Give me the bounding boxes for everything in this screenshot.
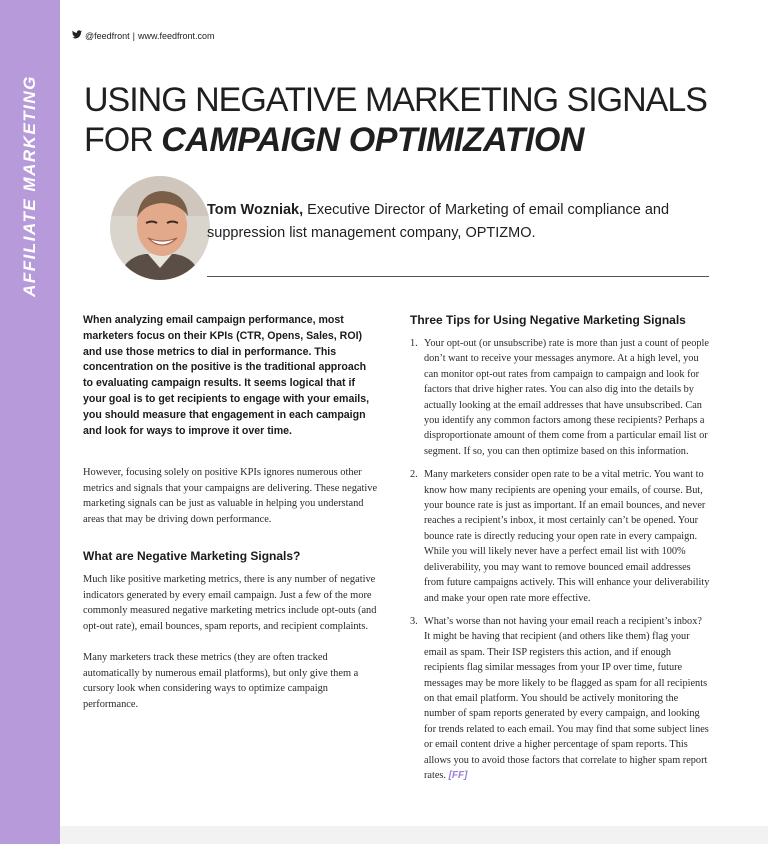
tip-text: Your opt-out (or unsubscribe) rate is more than just a count of people don’t want to receive your messages anymore. At a high level, you can monitor opt-out rates from campaign to campaign and look for factors that drive higher rates. You can also dig into the details by actually looking at the email addresses that have unsubscribed. Can you identify any common factors among these recipients? Perhaps a disproportionate amount of them come from a particular email list or segment. If so, you can then optimize based on this information.	[424, 338, 709, 457]
twitter-bird-icon	[72, 30, 82, 41]
end-mark: [FF]	[448, 769, 468, 781]
list-item	[410, 614, 710, 783]
tips-heading: Three Tips for Using Negative Marketing Signals	[410, 313, 686, 327]
list-item	[410, 467, 710, 606]
tips-list	[410, 336, 710, 791]
article-title	[84, 80, 707, 160]
sidebar-band	[0, 0, 60, 844]
header-bar	[72, 30, 215, 41]
tip-number: 2.	[410, 469, 418, 481]
tip-number: 1.	[410, 338, 418, 349]
byline-divider	[207, 276, 709, 277]
tip-text: What’s worse than not having your email reach a recipient’s inbox? It might be having that recipient (and others like them) flag your email as spam. Their ISP registers this action, and if enough recipients flag similar messages from your IP over time, future messages may be more likely to be flagged as spam for all recipients on that email platform. You should be actively monitoring the number of spam reports generated by every campaign, and looking for trends related to each email. You may find that some subject lines or email content drive a higher percentage of spam reports. This allows you to avoid those factors that correlate to higher spam report rates.	[424, 615, 709, 781]
title-line-1: USING NEGATIVE MARKETING SIGNALS	[84, 81, 707, 119]
section-label: AFFILIATE MARKETING	[20, 75, 39, 297]
section-heading: What are Negative Marketing Signals?	[83, 549, 301, 563]
intro-paragraph: When analyzing email campaign performance, most marketers focus on their KPIs (CTR, Opens, Sales, ROI) and use those metrics to dial in performance. This concentration on the positive is the traditional approach to evaluating campaign results. It seems logical that if your goal is to get recipients to engage with your emails, you should measure that engagement in each campaign and look for ways to improve it over time.	[83, 314, 370, 437]
header-separator: |	[132, 30, 136, 41]
body-paragraph-2: Much like positive marketing metrics, there is any number of negative indicators generated by every email campaign. Just a few of the more commonly measured negative marketing metrics include opt-outs (and opt-out rate), email bounces, spam reports, and recipient complaints.	[83, 574, 377, 632]
title-line-2-bold: CAMPAIGN OPTIMIZATION	[161, 121, 584, 159]
tip-number: 3.	[410, 615, 418, 627]
author-name: Tom Wozniak,	[207, 202, 304, 218]
body-paragraph-3: Many marketers track these metrics (they are often tracked automatically by numerous email platforms), but only give them a cursory look when considering ways to optimize campaign performance.	[83, 652, 359, 710]
body-paragraph-1: However, focusing solely on positive KPIs ignores numerous other metrics and signals that your campaigns are delivering. These negative marketing signals can be just as valuable in helping you understand areas that may be driving down performance.	[83, 467, 378, 525]
list-item	[410, 336, 710, 459]
twitter-handle: @feedfront	[85, 30, 130, 41]
website-link[interactable]: www.feedfront.com	[138, 30, 215, 41]
footer-band	[60, 826, 768, 844]
author-byline	[207, 199, 697, 245]
title-line-2-light: FOR	[84, 121, 162, 159]
author-photo	[110, 176, 210, 280]
tip-text: Many marketers consider open rate to be a vital metric. You want to know how many recipients are opening your emails, of course. But, your bounce rate is just as important. If an email bounces, and never reaches a recipient’s inbox, it most certainly can’t be opened. Your bounce rate is directly reducing your open rate in every campaign. While you will likely never have a perfect email list with 100% deliverability, you may want to remove bounced email addresses from future campaigns actively. This will enhance your deliverability and make your open rate more effective.	[424, 469, 710, 604]
author-role: Executive Director of Marketing of email compliance and suppression list management company, OPTIZMO.	[207, 202, 670, 241]
